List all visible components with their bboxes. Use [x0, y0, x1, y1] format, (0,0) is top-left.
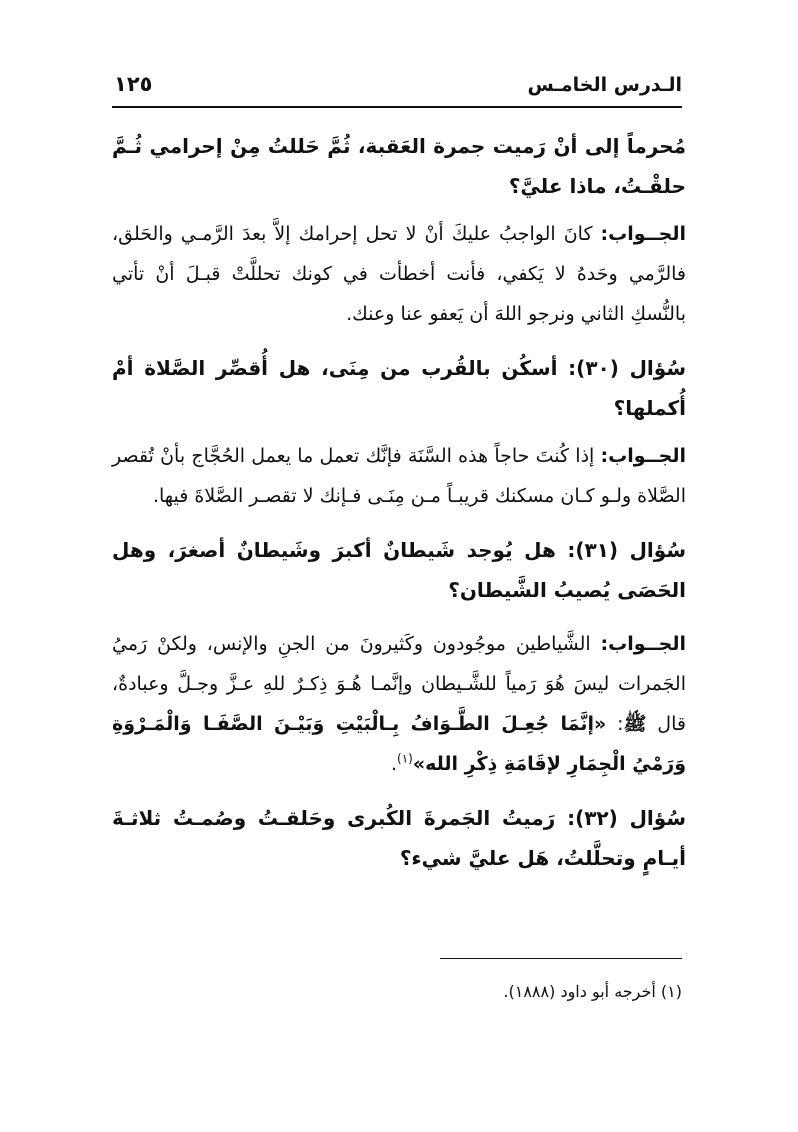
question-32: سُؤال (٣٢): رَميتُ الجَمرةَ الكُبرى وحَلقـتُ وصُمـتُ ثلاثـةَ أيـامٍ وتحلَّلتُ، هَل عليَّ شيء؟ — [112, 806, 686, 870]
answer-text: كانَ الواجبُ عليكَ أنْ لا تحل إحرامك إلاَّ بعدَ الرَّمـي والحَلق، فالرَّمي وحَدهُ لا يَكفي، فأنت أخطأت في كونك تحللَّتْ قبـلَ أنْ تأتي بالنُّسكِ الثاني ونرجو اللهَ أن يَعفو عنا وعنك. — [112, 223, 686, 325]
answer-lead: الجــواب: — [600, 223, 686, 245]
question-30: سُؤال (٣٠): أسكُن بالقُرب من مِنَى، هل أُقصِّر الصَّلاة أمْ أُكملها؟ — [112, 356, 686, 420]
answer-paragraph — [112, 214, 686, 334]
running-header — [112, 70, 682, 108]
answer-text: الشَّياطين موجُودون وكَثيرونَ من الجنِ والإنس، ولكنْ رَميُ الجَمرات ليسَ هُوَ رَمياً للشَّـيطان وإنَّمـا هُـوَ ذِكـرٌ للهِ عـزَّ وجـلَّ وعبادةٌ، قال — [112, 633, 686, 735]
page-number: ١٢٥ — [114, 72, 153, 96]
hadith-quote: «إنَّمَا جُعِـلَ الطَّـوَافُ بِـالْبَيْتِ وَبَيْـنَ الصَّفَـا وَالْمَـرْوَةِ وَرَمْيُ الْجِمَارِ لإقَامَةِ ذِكْرِ الله» — [112, 713, 686, 775]
honorific-glyph: ﷺ — [623, 713, 647, 735]
answer-text: إذا كُنتَ حاجاً هذه السَّنَة فإنَّك تعمل ما يعمل الحُجَّاج بأنْ تُقصر الصَّلاة ولـو كـان مسكنك قريبـاً مـن مِنَـى فـإنك لا تقصـر الصَّلاةَ فيها. — [112, 445, 686, 507]
page-body — [112, 126, 686, 892]
answer-31 — [112, 624, 686, 784]
footnote-ref[interactable]: (١) — [397, 751, 413, 766]
chapter-title: الـدرس الخامـس — [527, 74, 682, 96]
answer-30 — [112, 436, 686, 516]
sentence-end: . — [390, 753, 397, 775]
colon: : — [606, 713, 624, 735]
question-31: سُؤال (٣١): هل يُوجد شَيطانٌ أكبرَ وشَيطانٌ أصغرَ، وهل الحَصَى يُصيبُ الشَّيطان؟ — [112, 538, 686, 602]
footnote-divider — [440, 958, 682, 959]
footnote: (١) أخرجه أبو داود (١٨٨٨). — [503, 982, 682, 1001]
question-continued: مُحرماً إلى أنْ رَميت جمرة العَقبة، ثُمَّ حَللتُ مِنْ إحرامي ثُـمَّ حلقْـتُ، ماذا عليَّ؟ — [112, 134, 686, 198]
answer-lead: الجــواب: — [600, 445, 686, 467]
answer-lead: الجــواب: — [600, 633, 686, 655]
